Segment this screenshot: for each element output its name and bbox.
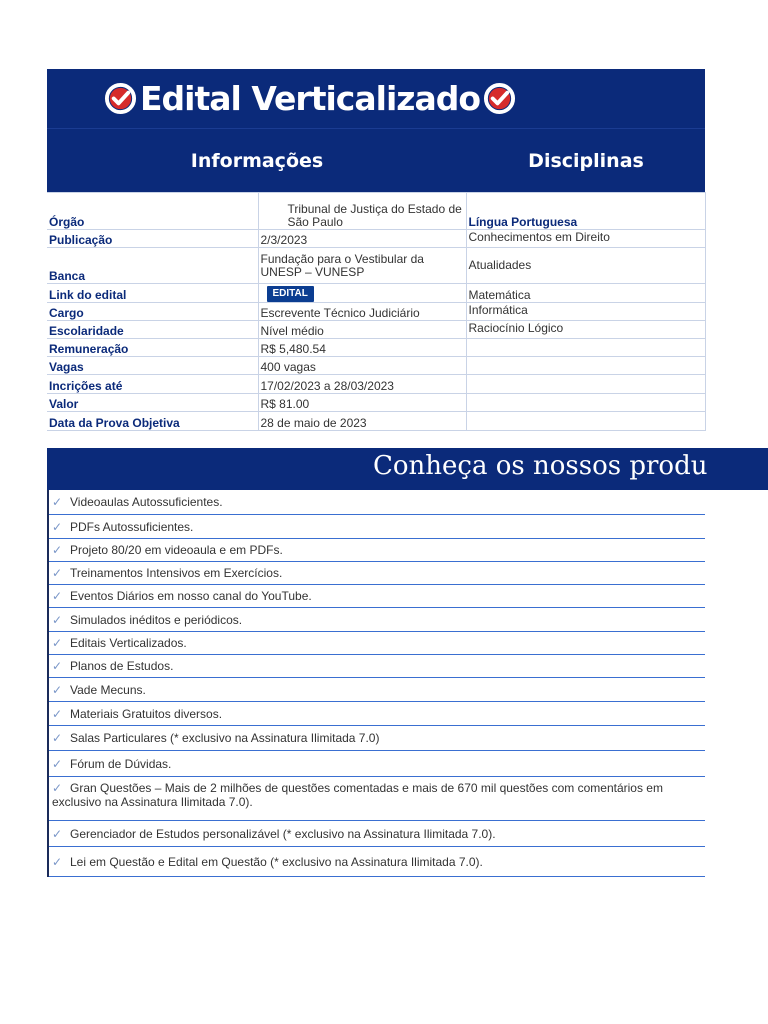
table-row: [47, 193, 705, 230]
list-item: ✓ Planos de Estudos.: [49, 655, 705, 678]
check-icon: ✓: [52, 706, 63, 721]
check-icon: ✓: [52, 781, 63, 795]
row-value: [258, 284, 466, 303]
edital-sheet: [47, 69, 705, 431]
check-icon: ✓: [52, 519, 63, 534]
row-value: Escrevente Técnico Judiciário: [258, 303, 466, 321]
disciplines-header: Disciplinas: [528, 149, 644, 172]
row-value: Tribunal de Justiça do Estado de São Paulo: [258, 193, 466, 230]
row-value: 400 vagas: [258, 357, 466, 375]
discipline-item: [466, 375, 705, 394]
edital-link-button[interactable]: EDITAL: [267, 286, 314, 302]
row-value: R$ 81.00: [258, 394, 466, 412]
discipline-item: Raciocínio Lógico: [466, 321, 705, 339]
table-row: [47, 284, 705, 303]
list-item: ✓ Lei em Questão e Edital em Questão (* exclusivo na Assinatura Ilimitada 7.0).: [49, 847, 705, 877]
list-item: ✓ PDFs Autossuficientes.: [49, 515, 705, 539]
check-icon: ✓: [52, 612, 63, 627]
table-row: [47, 412, 705, 431]
list-item: ✓ Eventos Diários em nosso canal do YouTube.: [49, 585, 705, 608]
list-item: ✓ Salas Particulares (* exclusivo na Assinatura Ilimitada 7.0): [49, 726, 705, 751]
list-item: ✓ Editais Verticalizados.: [49, 632, 705, 655]
row-value: 28 de maio de 2023: [258, 412, 466, 431]
table-row: [47, 230, 705, 248]
row-label: Valor: [47, 394, 258, 412]
discipline-item: Atualidades: [466, 248, 705, 284]
table-row: [47, 357, 705, 375]
check-badge-icon: [104, 82, 137, 115]
check-icon: ✓: [52, 731, 63, 745]
discipline-item: Conhecimentos em Direito: [466, 230, 705, 248]
list-item: ✓ Materiais Gratuitos diversos.: [49, 702, 705, 726]
table-row: [47, 321, 705, 339]
list-item: ✓ Gran Questões – Mais de 2 milhões de questões comentadas e mais de 670 mil questões com comentários em exclusivo na Assinatura Ilimitada 7.0).: [49, 777, 705, 821]
discipline-item: [466, 339, 705, 357]
table-row: [47, 339, 705, 357]
check-icon: ✓: [52, 566, 63, 580]
discipline-item: Língua Portuguesa: [466, 193, 705, 230]
row-value: 2/3/2023: [258, 230, 466, 248]
check-icon: ✓: [52, 756, 63, 771]
check-icon: ✓: [52, 826, 63, 841]
row-label: Vagas: [47, 357, 258, 375]
table-row: [47, 303, 705, 321]
discipline-item: [466, 357, 705, 375]
discipline-item: [466, 394, 705, 412]
table-row: [47, 248, 705, 284]
section-headers: [47, 128, 705, 192]
list-item: ✓ Videoaulas Autossuficientes.: [49, 490, 705, 515]
check-badge-icon: [483, 82, 516, 115]
products-banner: [47, 448, 768, 490]
row-label: Incrições até: [47, 375, 258, 394]
list-item: ✓ Vade Mecuns.: [49, 678, 705, 702]
row-label: Escolaridade: [47, 321, 258, 339]
title-banner: [47, 69, 705, 128]
check-icon: ✓: [52, 543, 63, 557]
check-icon: ✓: [52, 682, 63, 697]
products-list: [47, 490, 705, 877]
list-item: ✓ Fórum de Dúvidas.: [49, 751, 705, 777]
row-label: Remuneração: [47, 339, 258, 357]
discipline-item: Informática: [466, 303, 705, 321]
discipline-item: Matemática: [466, 284, 705, 303]
check-icon: ✓: [52, 495, 63, 509]
table-row: [47, 394, 705, 412]
row-label: Data da Prova Objetiva: [47, 412, 258, 431]
table-row: [47, 375, 705, 394]
row-value: Fundação para o Vestibular da UNESP – VUNESP: [258, 248, 466, 284]
row-value: Nível médio: [258, 321, 466, 339]
discipline-item: [466, 412, 705, 431]
check-icon: ✓: [52, 636, 63, 650]
row-label: Cargo: [47, 303, 258, 321]
list-item: ✓ Projeto 80/20 em videoaula e em PDFs.: [49, 539, 705, 562]
row-label: Publicação: [47, 230, 258, 248]
check-icon: ✓: [52, 854, 63, 869]
row-label: Link do edital: [47, 284, 258, 303]
list-item: ✓ Treinamentos Intensivos em Exercícios.: [49, 562, 705, 585]
row-label: Banca: [47, 248, 258, 284]
check-icon: ✓: [52, 589, 63, 603]
products-title: Conheça os nossos produ: [373, 451, 708, 481]
list-item: ✓ Gerenciador de Estudos personalizável (* exclusivo na Assinatura Ilimitada 7.0).: [49, 821, 705, 847]
row-value: R$ 5,480.54: [258, 339, 466, 357]
page-title: Edital Verticalizado: [140, 79, 481, 118]
row-label: Órgão: [47, 193, 258, 230]
list-item: ✓ Simulados inéditos e periódicos.: [49, 608, 705, 632]
row-value: 17/02/2023 a 28/03/2023: [258, 375, 466, 394]
info-header: Informações: [190, 149, 324, 172]
check-icon: ✓: [52, 659, 63, 673]
info-table: [47, 192, 706, 431]
